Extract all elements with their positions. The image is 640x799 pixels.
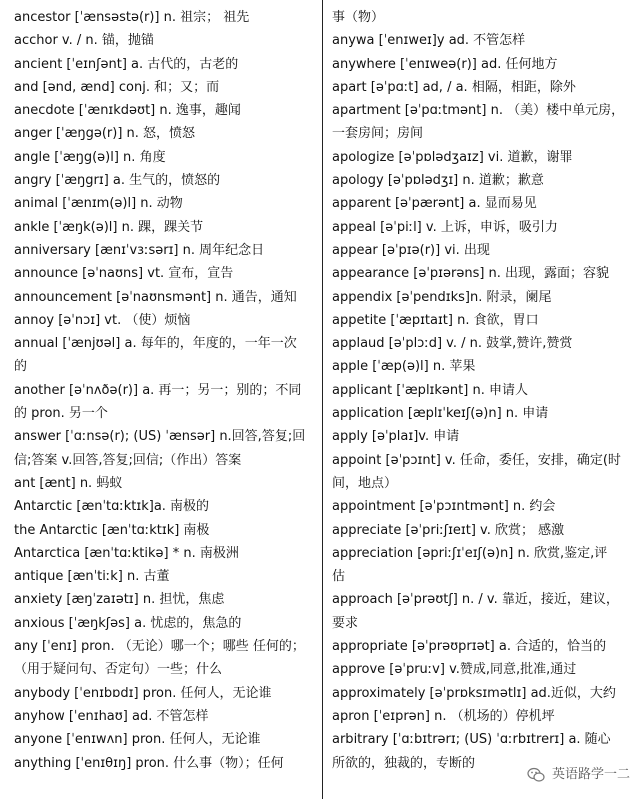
entry-line: apple [ˈæp(ə)l] n. 苹果 bbox=[332, 359, 476, 375]
entry-line: anybody [ˈenɪbɒdɪ] pron. 任何人，无论谁 bbox=[14, 685, 272, 701]
entry-line: another [əˈnʌðə(r)] a. 再一；另一；别的；不同 bbox=[14, 382, 302, 398]
entry-line: Antarctic [ænˈtɑːktɪk]a. 南极的 bbox=[14, 499, 210, 515]
entry-line: applicant [ˈæplɪkənt] n. 申请人 bbox=[332, 382, 528, 398]
entry-line: anxiety [æŋˈzaɪətɪ] n. 担忧，焦虑 bbox=[14, 592, 225, 608]
entry-line: approximately [əˈprɒksɪmətlɪ] ad.近似，大约 bbox=[332, 685, 616, 701]
entry-line: antique [ænˈtiːk] n. 古董 bbox=[14, 569, 170, 585]
entry-line: apron [ˈeɪprən] n. （机场的）停机坪 bbox=[332, 708, 555, 724]
entry-line: 信;答案 v.回答,答复;回信;（作出）答案 bbox=[14, 452, 242, 468]
entry-line: anywa [ˈenɪweɪ]y ad. 不管怎样 bbox=[332, 33, 526, 49]
entry-line: application [æplɪˈkeɪʃ(ə)n] n. 申请 bbox=[332, 406, 549, 422]
entry-line: and [ənd, ænd] conj. 和；又；而 bbox=[14, 79, 220, 95]
entry-line: 的 pron. 另一个 bbox=[14, 406, 108, 422]
entry-line: apparent [əˈpærənt] a. 显而易见 bbox=[332, 196, 537, 212]
entry-line: 要求 bbox=[332, 615, 359, 631]
entry-line: apply [əˈplaɪ]v. 申请 bbox=[332, 429, 460, 445]
entry-line: approach [əˈprəʊtʃ] n. / v. 靠近，接近，建议， bbox=[332, 592, 619, 608]
entry-line: anecdote [ˈænɪkdəʊt] n. 逸事，趣闻 bbox=[14, 103, 241, 119]
entry-line: annoy [əˈnɔɪ] vt. （使）烦恼 bbox=[14, 312, 191, 328]
watermark bbox=[523, 765, 630, 785]
entry-line: anxious [ˈæŋkʃəs] a. 忧虑的，焦急的 bbox=[14, 615, 242, 631]
entry-line: anything [ˈenɪθɪŋ] pron. 什么事（物）；任何 bbox=[14, 755, 284, 771]
entry-line: 所欲的，独裁的，专断的 bbox=[332, 755, 476, 771]
entry-line: the Antarctic [ænˈtɑːktɪk] 南极 bbox=[14, 522, 210, 538]
entry-line: 间，地点） bbox=[332, 475, 398, 491]
entry-line: 事（物） bbox=[332, 10, 385, 25]
right-column bbox=[332, 6, 632, 775]
entry-line: anniversary [ænɪˈvɜːsərɪ] n. 周年纪念日 bbox=[14, 242, 265, 258]
entry-line: 估 bbox=[332, 569, 346, 585]
entry-line: appropriate [əˈprəʊprɪət] a. 合适的，恰当的 bbox=[332, 639, 607, 655]
entry-line: apartment [əˈpɑːtmənt] n. （美）楼中单元房， bbox=[332, 103, 625, 119]
entry-line: angle [ˈæŋg(ə)l] n. 角度 bbox=[14, 149, 166, 165]
entry-line: annual [ˈænjʊəl] a. 每年的，年度的，一年一次 bbox=[14, 336, 297, 352]
entry-line: appreciate [əˈpriːʃɪeɪt] v. 欣赏； 感激 bbox=[332, 522, 565, 538]
entry-line: （用于疑问句、否定句）一些；什么 bbox=[14, 662, 223, 678]
entry-line: appoint [əˈpɔɪnt] v. 任命，委任，安排，确定(时 bbox=[332, 452, 621, 468]
entry-line: arbitrary [ˈɑːbɪtrərɪ; (US) ˈɑːrbɪtrerɪ] a. 随心 bbox=[332, 732, 611, 748]
entry-line: apology [əˈpɒlədʒɪ] n. 道歉；歉意 bbox=[332, 173, 544, 189]
entry-line: appeal [əˈpiːl] v. 上诉，申诉，吸引力 bbox=[332, 219, 558, 235]
column-divider bbox=[322, 0, 323, 799]
entry-line: appearance [əˈpɪərəns] n. 出现，露面；容貌 bbox=[332, 266, 610, 282]
entry-line: apart [əˈpɑːt] ad, / a. 相隔，相距，除外 bbox=[332, 79, 576, 95]
entry-line: anyhow [ˈenɪhaʊ] ad. 不管怎样 bbox=[14, 708, 209, 724]
entry-line: appear [əˈpɪə(r)] vi. 出现 bbox=[332, 242, 490, 258]
entry-line: animal [ˈænɪm(ə)l] n. 动物 bbox=[14, 196, 183, 212]
entry-line: announce [əˈnaʊns] vt. 宣布，宣告 bbox=[14, 266, 234, 282]
entry-line: appreciation [əpriːʃɪˈeɪʃ(ə)n] n. 欣赏,鉴定,评 bbox=[332, 545, 608, 561]
entry-line: acchor v. / n. 锚，抛锚 bbox=[14, 33, 154, 49]
entry-line: any [ˈenɪ] pron. （无论）哪一个；哪些 任何的； bbox=[14, 639, 305, 655]
watermark-text: 英语路学一二 bbox=[551, 767, 630, 782]
entry-line: ant [ænt] n. 蚂蚁 bbox=[14, 475, 123, 491]
wechat-icon bbox=[527, 767, 545, 783]
entry-line: approve [əˈpruːv] v.赞成,同意,批准,通过 bbox=[332, 662, 577, 678]
entry-line: appointment [əˈpɔɪntmənt] n. 约会 bbox=[332, 499, 556, 515]
entry-line: applaud [əˈplɔːd] v. / n. 鼓掌,赞许,赞赏 bbox=[332, 336, 573, 352]
entry-line: ankle [ˈæŋk(ə)l] n. 踝，踝关节 bbox=[14, 219, 204, 235]
entry-line: answer [ˈɑːnsə(r); (US) ˈænsər] n.回答,答复;回 bbox=[14, 429, 306, 445]
entry-line: appetite [ˈæpɪtaɪt] n. 食欲，胃口 bbox=[332, 312, 539, 328]
entry-line: apologize [əˈpɒlədʒaɪz] vi. 道歉，谢罪 bbox=[332, 149, 573, 165]
entry-line: 的 bbox=[14, 359, 28, 375]
entry-line: 一套房间；房间 bbox=[332, 126, 424, 142]
left-column bbox=[14, 6, 316, 775]
entry-line: anywhere [ˈenɪweə(r)] ad. 任何地方 bbox=[332, 56, 558, 72]
entry-line: ancient [ˈeɪnʃənt] a. 古代的，古老的 bbox=[14, 56, 239, 72]
entry-line: anger [ˈæŋgə(r)] n. 怒，愤怒 bbox=[14, 126, 196, 142]
entry-line: anyone [ˈenɪwʌn] pron. 任何人，无论谁 bbox=[14, 732, 261, 748]
entry-line: Antarctica [ænˈtɑːktikə] * n. 南极洲 bbox=[14, 545, 239, 561]
entry-line: ancestor [ˈænsəstə(r)] n. 祖宗； 祖先 bbox=[14, 10, 250, 25]
entry-line: announcement [əˈnaʊnsmənt] n. 通告，通知 bbox=[14, 289, 297, 305]
entry-line: appendix [əˈpendɪks]n. 附录，阑尾 bbox=[332, 289, 552, 305]
entry-line: angry [ˈæŋgrɪ] a. 生气的，愤怒的 bbox=[14, 173, 221, 189]
